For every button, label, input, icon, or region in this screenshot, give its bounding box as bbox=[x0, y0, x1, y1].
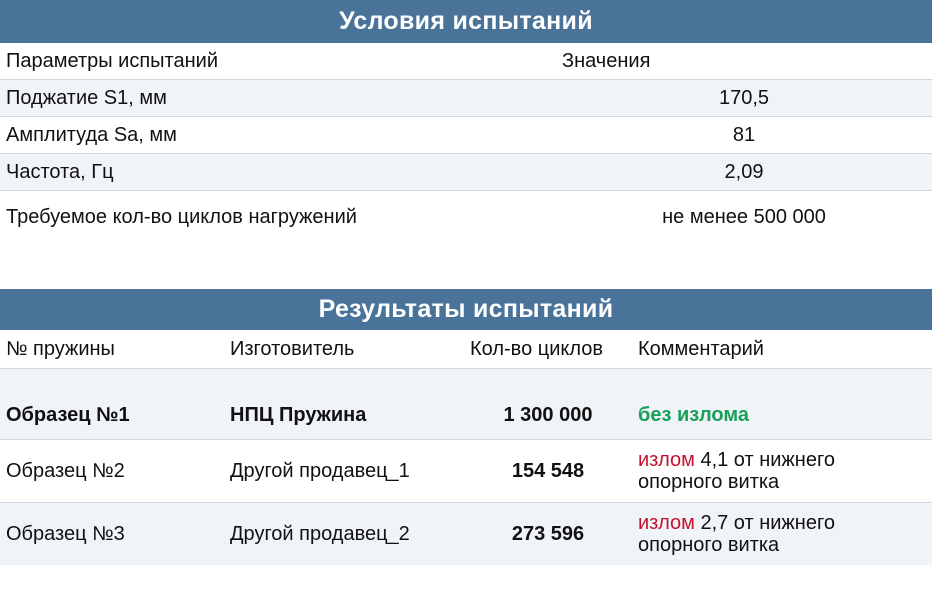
results-comment-line2-2: опорного витка bbox=[638, 534, 780, 556]
conditions-param-3: Требуемое кол-во циклов нагружений bbox=[0, 191, 556, 244]
table-row bbox=[0, 503, 932, 566]
conditions-value-0: 170,5 bbox=[556, 80, 932, 117]
table-spacer-row bbox=[0, 369, 932, 392]
test-results-table bbox=[0, 330, 932, 565]
results-comment-rest-2: 2,7 от нижнего bbox=[694, 511, 835, 534]
table-row bbox=[0, 391, 932, 440]
conditions-value-3: не менее 500 000 bbox=[556, 191, 932, 244]
table-row bbox=[0, 117, 932, 154]
results-header-number: № пружины bbox=[0, 330, 224, 369]
results-comment-highlight-2: излом bbox=[638, 511, 695, 534]
table-row bbox=[0, 191, 932, 244]
results-comment-1 bbox=[632, 440, 932, 503]
results-header-maker: Изготовитель bbox=[224, 330, 464, 369]
table-row bbox=[0, 154, 932, 191]
table-row bbox=[0, 440, 932, 503]
results-comment-highlight-0: без излома bbox=[638, 403, 749, 426]
results-cycles-1: 154 548 bbox=[464, 440, 632, 503]
conditions-param-2: Частота, Гц bbox=[0, 154, 556, 191]
test-conditions-title: Условия испытаний bbox=[0, 0, 932, 43]
results-number-2: Образец №3 bbox=[0, 503, 224, 566]
table-header-row bbox=[0, 43, 932, 80]
conditions-param-1: Амплитуда Sa, мм bbox=[0, 117, 556, 154]
spacer-cell bbox=[0, 369, 224, 392]
test-conditions-block bbox=[0, 0, 932, 243]
test-results-block bbox=[0, 289, 932, 565]
results-comment-2 bbox=[632, 503, 932, 566]
conditions-param-0: Поджатие S1, мм bbox=[0, 80, 556, 117]
conditions-value-1: 81 bbox=[556, 117, 932, 154]
results-maker-1: Другой продавец_1 bbox=[224, 440, 464, 503]
conditions-header-value: Значения bbox=[556, 43, 932, 80]
results-maker-0: НПЦ Пружина bbox=[224, 391, 464, 440]
conditions-header-param: Параметры испытаний bbox=[0, 43, 556, 80]
test-conditions-table bbox=[0, 43, 932, 243]
results-cycles-2: 273 596 bbox=[464, 503, 632, 566]
spacer-cell bbox=[224, 369, 464, 392]
results-number-0: Образец №1 bbox=[0, 391, 224, 440]
spacer-cell bbox=[464, 369, 632, 392]
results-comment-rest-1: 4,1 от нижнего bbox=[694, 448, 835, 471]
table-row bbox=[0, 80, 932, 117]
results-comment-line2-1: опорного витка bbox=[638, 471, 780, 493]
results-header-cycles: Кол-во циклов bbox=[464, 330, 632, 369]
table-header-row bbox=[0, 330, 932, 369]
results-comment-highlight-1: излом bbox=[638, 448, 695, 471]
results-number-1: Образец №2 bbox=[0, 440, 224, 503]
test-results-title: Результаты испытаний bbox=[0, 289, 932, 330]
spacer-cell bbox=[632, 369, 932, 392]
results-comment-0 bbox=[632, 391, 932, 440]
conditions-value-2: 2,09 bbox=[556, 154, 932, 191]
results-maker-2: Другой продавец_2 bbox=[224, 503, 464, 566]
results-header-comment: Комментарий bbox=[632, 330, 932, 369]
results-cycles-0: 1 300 000 bbox=[464, 391, 632, 440]
